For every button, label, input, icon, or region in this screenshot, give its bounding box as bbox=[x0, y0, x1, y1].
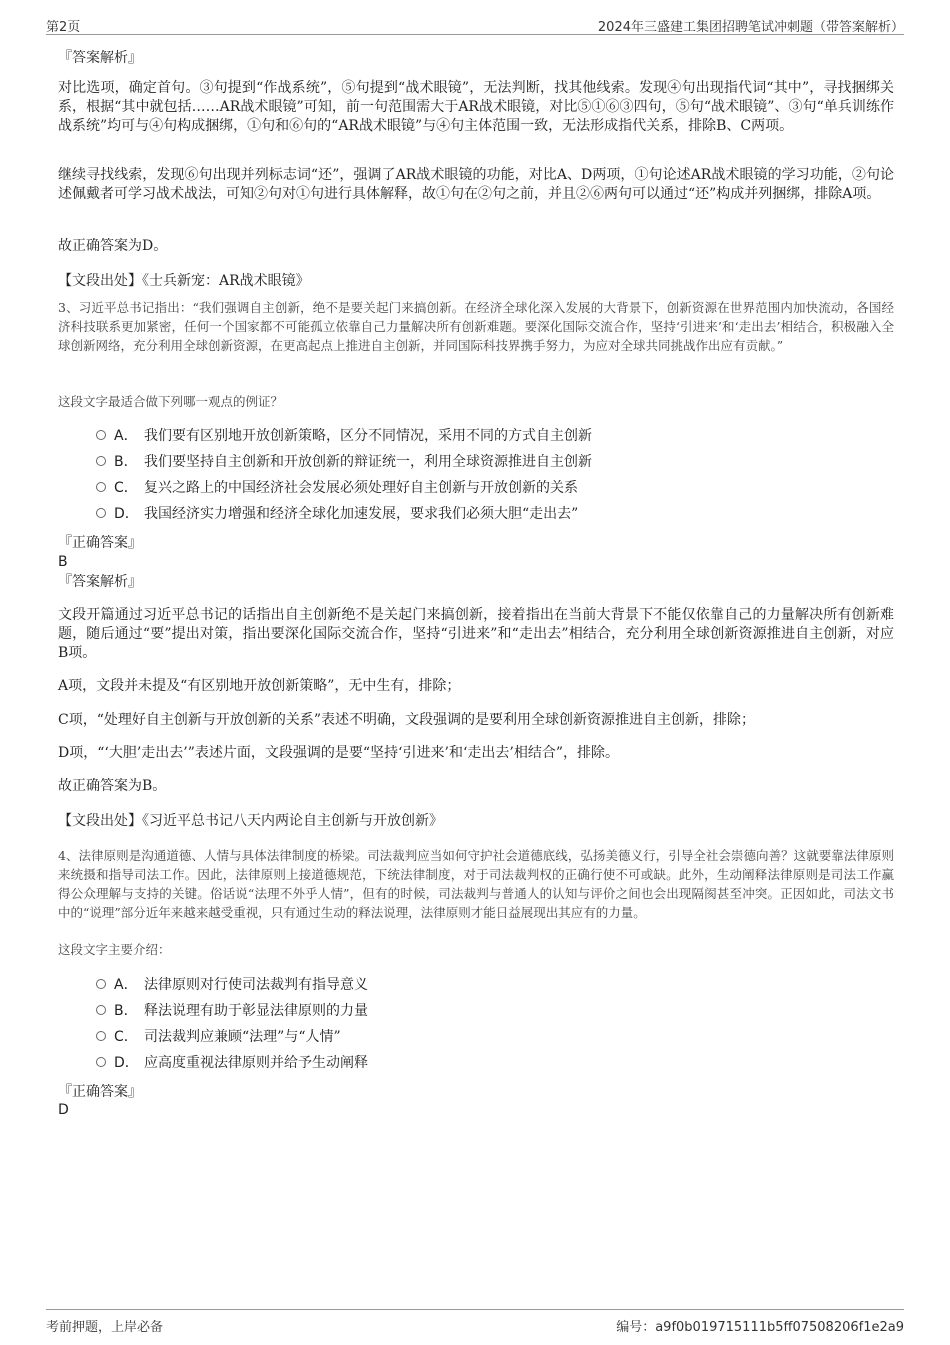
q3-option-b[interactable]: B． 我们要坚持自主创新和开放创新的辩证统一，利用全球资源推进自主创新 bbox=[96, 451, 592, 473]
q4-question: 这段文字主要介绍： bbox=[58, 942, 171, 957]
footer-serial bbox=[616, 1316, 904, 1335]
q2-analysis-paragraph-2: 继续寻找线索，发现⑥句出现并列标志词“还”，强调了AR战术眼镜的功能，对比A、D两项，①句论述AR战术眼镜的学习功能，②句论述佩戴者可学习战术战法，可知②句对①句进行具体解释，故①句在②句之前，并且②⑥两句可以通过“还”构成并列捆绑，排除A项。 bbox=[58, 167, 894, 202]
q3-analysis-paragraph-3: C项，“处理好自主创新与开放创新的关系”表述不明确，文段强调的是要利用全球创新资源推进自主创新，排除； bbox=[58, 712, 756, 728]
q3-option-c[interactable]: C． 复兴之路上的中国经济社会发展必须处理好自主创新与开放创新的关系 bbox=[96, 477, 578, 499]
radio-icon[interactable] bbox=[96, 456, 106, 466]
radio-icon[interactable] bbox=[96, 508, 106, 518]
q3-question: 这段文字最适合做下列哪一观点的例证？ bbox=[58, 394, 284, 409]
q4-answer: D bbox=[58, 1102, 69, 1118]
page-number: 第2页 bbox=[46, 20, 81, 35]
document-title: 2024年三盛建工集团招聘笔试冲刺题（带答案解析） bbox=[597, 20, 904, 35]
q2-source bbox=[58, 272, 894, 291]
page-header bbox=[46, 14, 904, 35]
q3-conclusion: 故正确答案为B。 bbox=[58, 778, 167, 794]
q2-analysis-label: 『答案解析』 bbox=[58, 50, 142, 66]
page-footer bbox=[46, 1309, 904, 1338]
radio-icon[interactable] bbox=[96, 1005, 106, 1015]
q4-answer-label: 『正确答案』 bbox=[58, 1084, 142, 1100]
q3-stem: 3、习近平总书记指出：“我们强调自主创新，绝不是要关起门来搞创新。在经济全球化深入发展的大背景下，创新资源在世界范围内加快流动，各国经济科技联系更加紧密，任何一个国家都不可能孤立依靠自己力量解决所有创新难题。要深化国际交流合作，坚持‘引进来’和‘走出去’相结合，积极融入全球创新网络，充分利用全球创新资源，在更高起点上推进自主创新，并同国际科技界携手努力，为应对全球共同挑战作出应有贡献。” bbox=[58, 300, 894, 353]
q4-option-a[interactable]: A． 法律原则对行使司法裁判有指导意义 bbox=[96, 974, 368, 996]
q3-option-d[interactable]: D． 我国经济实力增强和经济全球化加速发展，要求我们必须大胆“走出去” bbox=[96, 503, 578, 525]
radio-icon[interactable] bbox=[96, 1031, 106, 1041]
q4-option-d[interactable]: D． 应高度重视法律原则并给予生动阐释 bbox=[96, 1052, 368, 1074]
q2-source-label: 【文段出处】 bbox=[58, 273, 142, 289]
q2-conclusion: 故正确答案为D。 bbox=[58, 238, 168, 254]
q3-source-label: 【文段出处】 bbox=[58, 813, 142, 829]
q4-option-c[interactable]: C． 司法裁判应兼顾“法理”与“人情” bbox=[96, 1026, 341, 1048]
q2-analysis-paragraph-1: 对比选项，确定首句。③句提到“作战系统”，⑤句提到“战术眼镜”，无法判断，找其他线索。发现④句出现指代词“其中”，寻找捆绑关系，根据“其中就包括……AR战术眼镜”可知，前一句范围需大于AR战术眼镜，对比⑤①⑥③四句，⑤句“战术眼镜”、③句“单兵训练作战系统”均可与④句构成捆绑，①句和⑥句的“AR战术眼镜”与④句主体范围一致，无法形成指代关系，排除B、C两项。 bbox=[58, 80, 894, 134]
q3-source bbox=[58, 812, 894, 831]
q3-analysis-paragraph-2: A项，文段并未提及“有区别地开放创新策略”，无中生有，排除； bbox=[58, 678, 461, 694]
q4-option-b[interactable]: B． 释法说理有助于彰显法律原则的力量 bbox=[96, 1000, 368, 1022]
q3-analysis-paragraph-4: D项，“‘大胆’走出去’”表述片面，文段强调的是要“坚持‘引进来’和‘走出去’相结合”，排除。 bbox=[58, 745, 620, 761]
serial-label: 编号： bbox=[616, 1320, 656, 1335]
radio-icon[interactable] bbox=[96, 430, 106, 440]
q3-answer-label: 『正确答案』 bbox=[58, 535, 142, 551]
q4-stem: 4、法律原则是沟通道德、人情与具体法律制度的桥梁。司法裁判应当如何守护社会道德底线，弘扬美德义行，引导全社会崇德向善？这就要靠法律原则来统摄和指导司法工作。因此，法律原则上接道德规范，下统法律制度，对于司法裁判权的正确行使不可或缺。此外，生动阐释法律原则是司法工作赢得公众理解与支持的关键。俗话说“法理不外乎人情”，但有的时候，司法裁判与普通人的认知与评价之间也会出现隔阂甚至冲突。正因如此，司法文书中的“说理”部分近年来越来越受重视，只有通过生动的释法说理，法律原则才能日益展现出其应有的力量。 bbox=[58, 848, 894, 920]
q3-source-text: 《习近平总书记八天内两论自主创新与开放创新》 bbox=[142, 813, 443, 829]
radio-icon[interactable] bbox=[96, 1057, 106, 1067]
radio-icon[interactable] bbox=[96, 979, 106, 989]
radio-icon[interactable] bbox=[96, 482, 106, 492]
footer-slogan: 考前押题，上岸必备 bbox=[46, 1320, 164, 1335]
serial-number: a9f0b019715111b5ff07508206f1e2a9 bbox=[655, 1320, 904, 1335]
q3-option-a[interactable]: A． 我们要有区别地开放创新策略，区分不同情况，采用不同的方式自主创新 bbox=[96, 425, 592, 447]
q2-source-text: 《士兵新宠：AR战术眼镜》 bbox=[142, 273, 310, 289]
q3-analysis-label: 『答案解析』 bbox=[58, 574, 142, 590]
q3-analysis-paragraph-1: 文段开篇通过习近平总书记的话指出自主创新绝不是关起门来搞创新，接着指出在当前大背景下不能仅依靠自己的力量解决所有创新难题，随后通过“要”提出对策，指出要深化国际交流合作，坚持“引进来”和“走出去”相结合，充分利用全球创新资源推进自主创新，对应B项。 bbox=[58, 607, 894, 661]
q3-answer: B bbox=[58, 554, 68, 570]
